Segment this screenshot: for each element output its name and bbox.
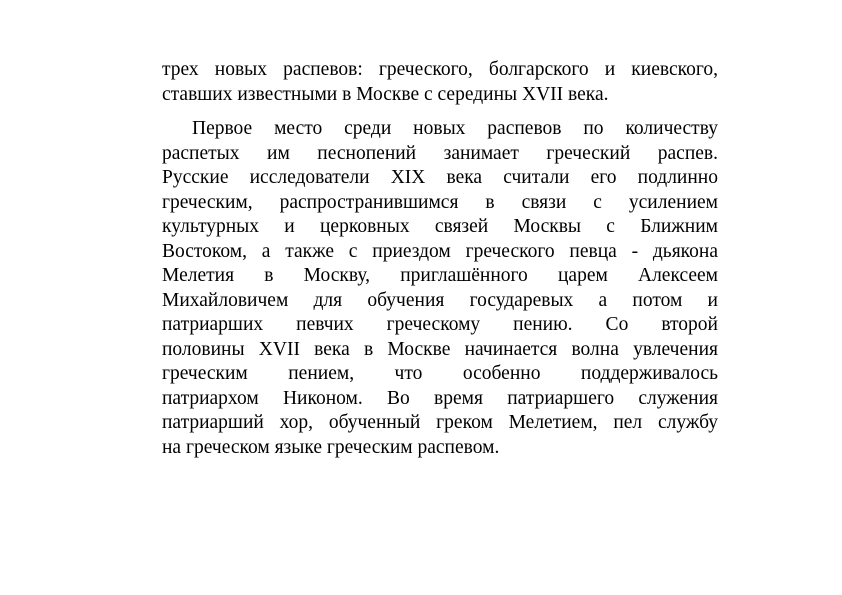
paragraph-spacing (162, 107, 718, 117)
paragraph-2 (162, 117, 718, 460)
paragraph-line: половины XVII века в Москве начинается волна увлечения (162, 338, 718, 360)
paragraph-line: Востоком, а также с приездом греческого певца - дьякона (162, 240, 718, 262)
paragraph-line: греческим пением, что особенно поддерживалось (162, 363, 718, 384)
paragraph-line: распетых им песнопений занимает греческий распев. (162, 142, 718, 164)
paragraph-line: патриарших певчих греческому пению. Со второй (162, 314, 718, 335)
paragraph-1 (162, 58, 718, 107)
document-text (162, 58, 718, 460)
paragraph-line: патриархом Никоном. Во время патриаршего служения (162, 387, 718, 409)
paragraph-line: Первое место среди новых распевов по количеству (192, 118, 718, 139)
paragraph-line: Михайловичем для обучения государевых а потом и (162, 289, 718, 311)
paragraph-line: ставших известными в Москве с середины XVII века. (162, 83, 609, 105)
paragraph-line: патриарший хор, обученный греком Мелетием, пел службу (162, 412, 718, 433)
paragraph-line: культурных и церковных связей Москвы с Ближним (162, 216, 718, 237)
paragraph-line: трех новых распевов: греческого, болгарского и киевского, (162, 59, 718, 80)
paragraph-line: греческим, распространившимся в связи с усилением (162, 191, 718, 213)
paragraph-line: на греческом языке греческим распевом. (162, 436, 500, 458)
paragraph-line: Мелетия в Москву, приглашённого царем Алексеем (162, 265, 718, 286)
paragraph-line: Русские исследователи XIX века считали его подлинно (162, 167, 718, 188)
